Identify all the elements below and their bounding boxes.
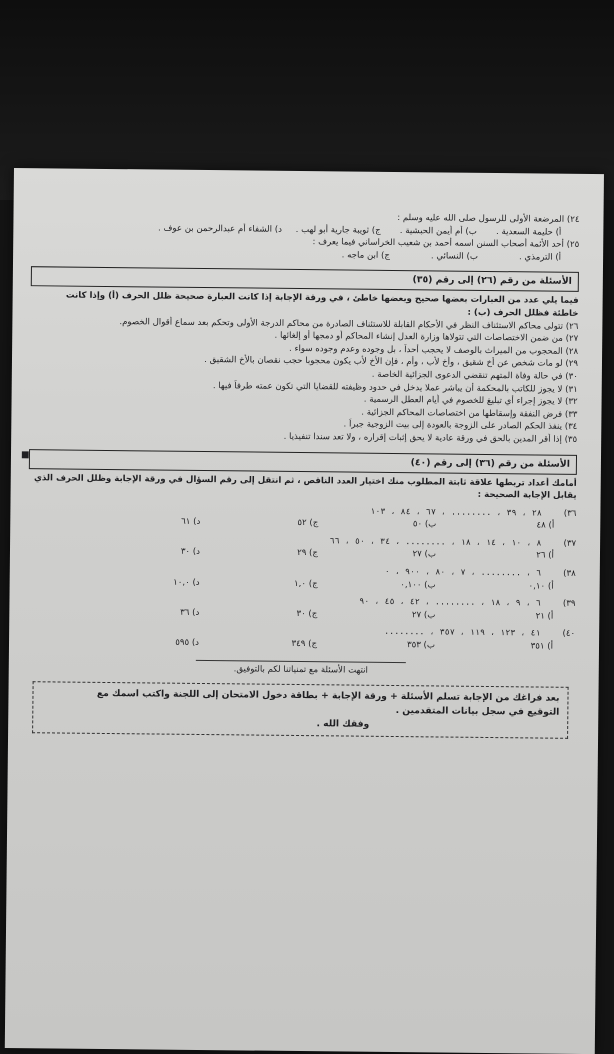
option-a: أ) الترمذي . [518, 252, 562, 263]
option-a: أ) ٤٨ [536, 520, 555, 531]
section-2-header-box [31, 267, 579, 293]
question-25-stem: ٢٥) أحد الأئمة أصحاب السنن اسمه أحمد بن شعيب الخراساني فيما يعرف : [312, 237, 580, 251]
sequence: ٦ ، ........ ، ٧ ، ٨٠ ، ٩٠٠ ، ٠ [384, 565, 542, 578]
option-a: أ) ٣٥١ [530, 641, 554, 652]
option-a: أ) حليمة السعدية . [495, 226, 562, 238]
option-d: د) ١٠,٠ [173, 577, 200, 588]
statement-34: ٣٤) ينفذ الحكم الصادر على الزوجة بالعودة إلى بيت الزوجية جبراً . [343, 419, 578, 433]
option-c: ج) ابن ماجه . [341, 250, 390, 261]
section-2-instruction: فيما يلي عدد من العبارات بعضها صحيح وبعضها خاطئ ، في ورقة الإجابة إذا كانت العبارة صحيحة ظلل الحرف (أ) وإذا كانت [65, 290, 579, 307]
option-d: د) الشفاء أم عبدالرحمن بن عوف . [158, 223, 283, 235]
question-37 [28, 531, 576, 563]
instructions-notice-box [32, 681, 569, 739]
statement-27: ٢٧) من ضمن الاختصاصات التي تتولاها وزارة العدل إنشاء المحاكم أو دمجها أو إلغائها . [274, 330, 579, 345]
exam-paper [5, 168, 604, 1054]
question-24-stem: ٢٤) المرضعة الأولى للرسول صلى الله عليه وسلم : [397, 213, 580, 225]
section-2-header: الأسئلة من رقم (٢٦) إلى رقم (٣٥) [412, 274, 572, 288]
option-b: ب) أم أيمن الحبشية . [399, 225, 477, 237]
option-a: أ) ٢٦ [536, 550, 555, 562]
section-3-instruction-cont: يقابل الإجابة الصحيحة : [477, 489, 577, 502]
option-c: ج) ١,٠ [294, 578, 318, 589]
question-36 [28, 501, 576, 533]
statement-29: ٢٩) لو مات شخص عن أخ شقيق ، وأخ لأب ، وأم ، فإن الأخ لأب يكون محجوبا حجب نقصان بالأخ الشقيق . [204, 355, 579, 370]
statement-26: ٢٦) تتولى محاكم الاستئناف النظر في الأحكام القابلة للاستئناف الصادرة من محاكم الدرجة الأولى وتحكم بعد سماع أقوال الخصوم. [119, 316, 579, 332]
section-3-instruction: أمامك أعداد تربطها علاقة ثابتة المطلوب منك اختيار العدد الناقص ، ثم انتقل إلى رقم السؤال في ورقة الإجابة وظلل الحرف الذي [33, 472, 577, 489]
option-b: ب) النسائي . [430, 251, 479, 262]
option-d: د) ٣٦ [180, 607, 200, 618]
option-c: ج) ٣٤٩ [291, 638, 318, 650]
statement-35: ٣٥) إذا أقر المدين بالحق في ورقة عادية لا يحق إثبات إقراره ، ولا تعد سندا تنفيذيا . [283, 431, 578, 445]
statement-30: ٣٠) في حالة وفاة المتهم تنقضي الدعوى الجزائية الخاصة . [371, 369, 578, 382]
option-c: ج) ٥٢ [297, 518, 319, 529]
statement-32: ٣٢) لا يجوز إجراء أي تبليغ للخصوم في أيام العطل الرسمية . [363, 394, 578, 408]
notice-line-1: بعد فراغك من الإجابة تسلم الأسئلة + ورقة الإجابة + بطاقة دخول الامتحان إلى اللجنة واكتب اسمك مع [96, 688, 560, 704]
question-38 [28, 561, 576, 593]
question-40 [27, 622, 575, 654]
question-number: ٣٨) [563, 568, 576, 579]
option-c: ج) ٢٩ [297, 548, 319, 559]
section-3-header: الأسئلة من رقم (٣٦) إلى رقم (٤٠) [410, 456, 570, 470]
statement-33: ٣٣) فرض النفقة وإسقاطها من اختصاصات المحاكم الجزائية . [361, 407, 578, 420]
option-b: ب) ٢٧ [411, 610, 436, 621]
bullet-marker: ■ [20, 449, 30, 460]
option-c: ج) ٣٠ [296, 608, 318, 620]
option-b: ب) ٢٧ [412, 549, 437, 560]
statement-31: ٣١) لا يجوز للكاتب بالمحكمة أن يباشر عملا يدخل في حدود وظيفته للقضايا التي تكون عمته طرفاً فيها . [212, 380, 578, 395]
end-of-questions-text: انتهت الأسئلة مع تمنياتنا لكم بالتوفيق. [233, 663, 368, 676]
option-b: ب) ٣٥٣ [406, 640, 436, 651]
exam-content [20, 208, 580, 739]
question-number: ٣٧) [563, 538, 577, 549]
sequence: ٦ ، ٩ ، ١٨ ، ........ ، ٤٢ ، ٤٥ ، ٩٠ [359, 595, 541, 608]
question-39 [27, 591, 575, 623]
notice-line-2: التوقيع في سجل بيانات المتقدمين . [395, 705, 560, 718]
option-a: أ) ٢١ [535, 611, 554, 622]
sequence: ٢٨ ، ٣٩ ، ........ ، ٦٧ ، ٨٤ ، ١٠٣ [370, 505, 542, 518]
notice-closing: وفقك الله . [316, 718, 370, 730]
option-a: أ) ٠,١٠ [528, 581, 554, 592]
option-d: د) ٥٩٥ [175, 637, 200, 648]
option-c: ج) ثويبة جارية أبو لهب . [295, 224, 381, 236]
sequence: ٨ ، ١٠ ، ١٤ ، ١٨ ، ........ ، ٣٤ ، ٥٠ ، ٦٦ [329, 535, 542, 548]
question-number: ٤٠) [562, 629, 576, 640]
sequence: ٤١ ، ١٢٣ ، ١١٩ ، ٣٥٧ ، ........ [384, 626, 541, 638]
statement-28: ٢٨) المحجوب من الميراث بالوصف لا يحجب أحداً ، بل وجوده وعدم وجوده سواء . [288, 343, 579, 357]
question-number: ٣٦) [563, 508, 577, 519]
true-false-list [29, 315, 578, 447]
option-b: ب) ٥٠ [412, 519, 437, 530]
section-3-header-box [29, 449, 577, 475]
number-sequence-questions [27, 501, 577, 654]
option-b: ب) ٠,١٠٠ [400, 579, 436, 591]
section-2-instruction-cont: خاطئة فظلل الحرف (ب) : [467, 307, 579, 319]
option-d: د) ٣٠ [180, 547, 201, 558]
option-d: د) ٦١ [181, 517, 201, 528]
question-number: ٣٩) [562, 599, 576, 610]
